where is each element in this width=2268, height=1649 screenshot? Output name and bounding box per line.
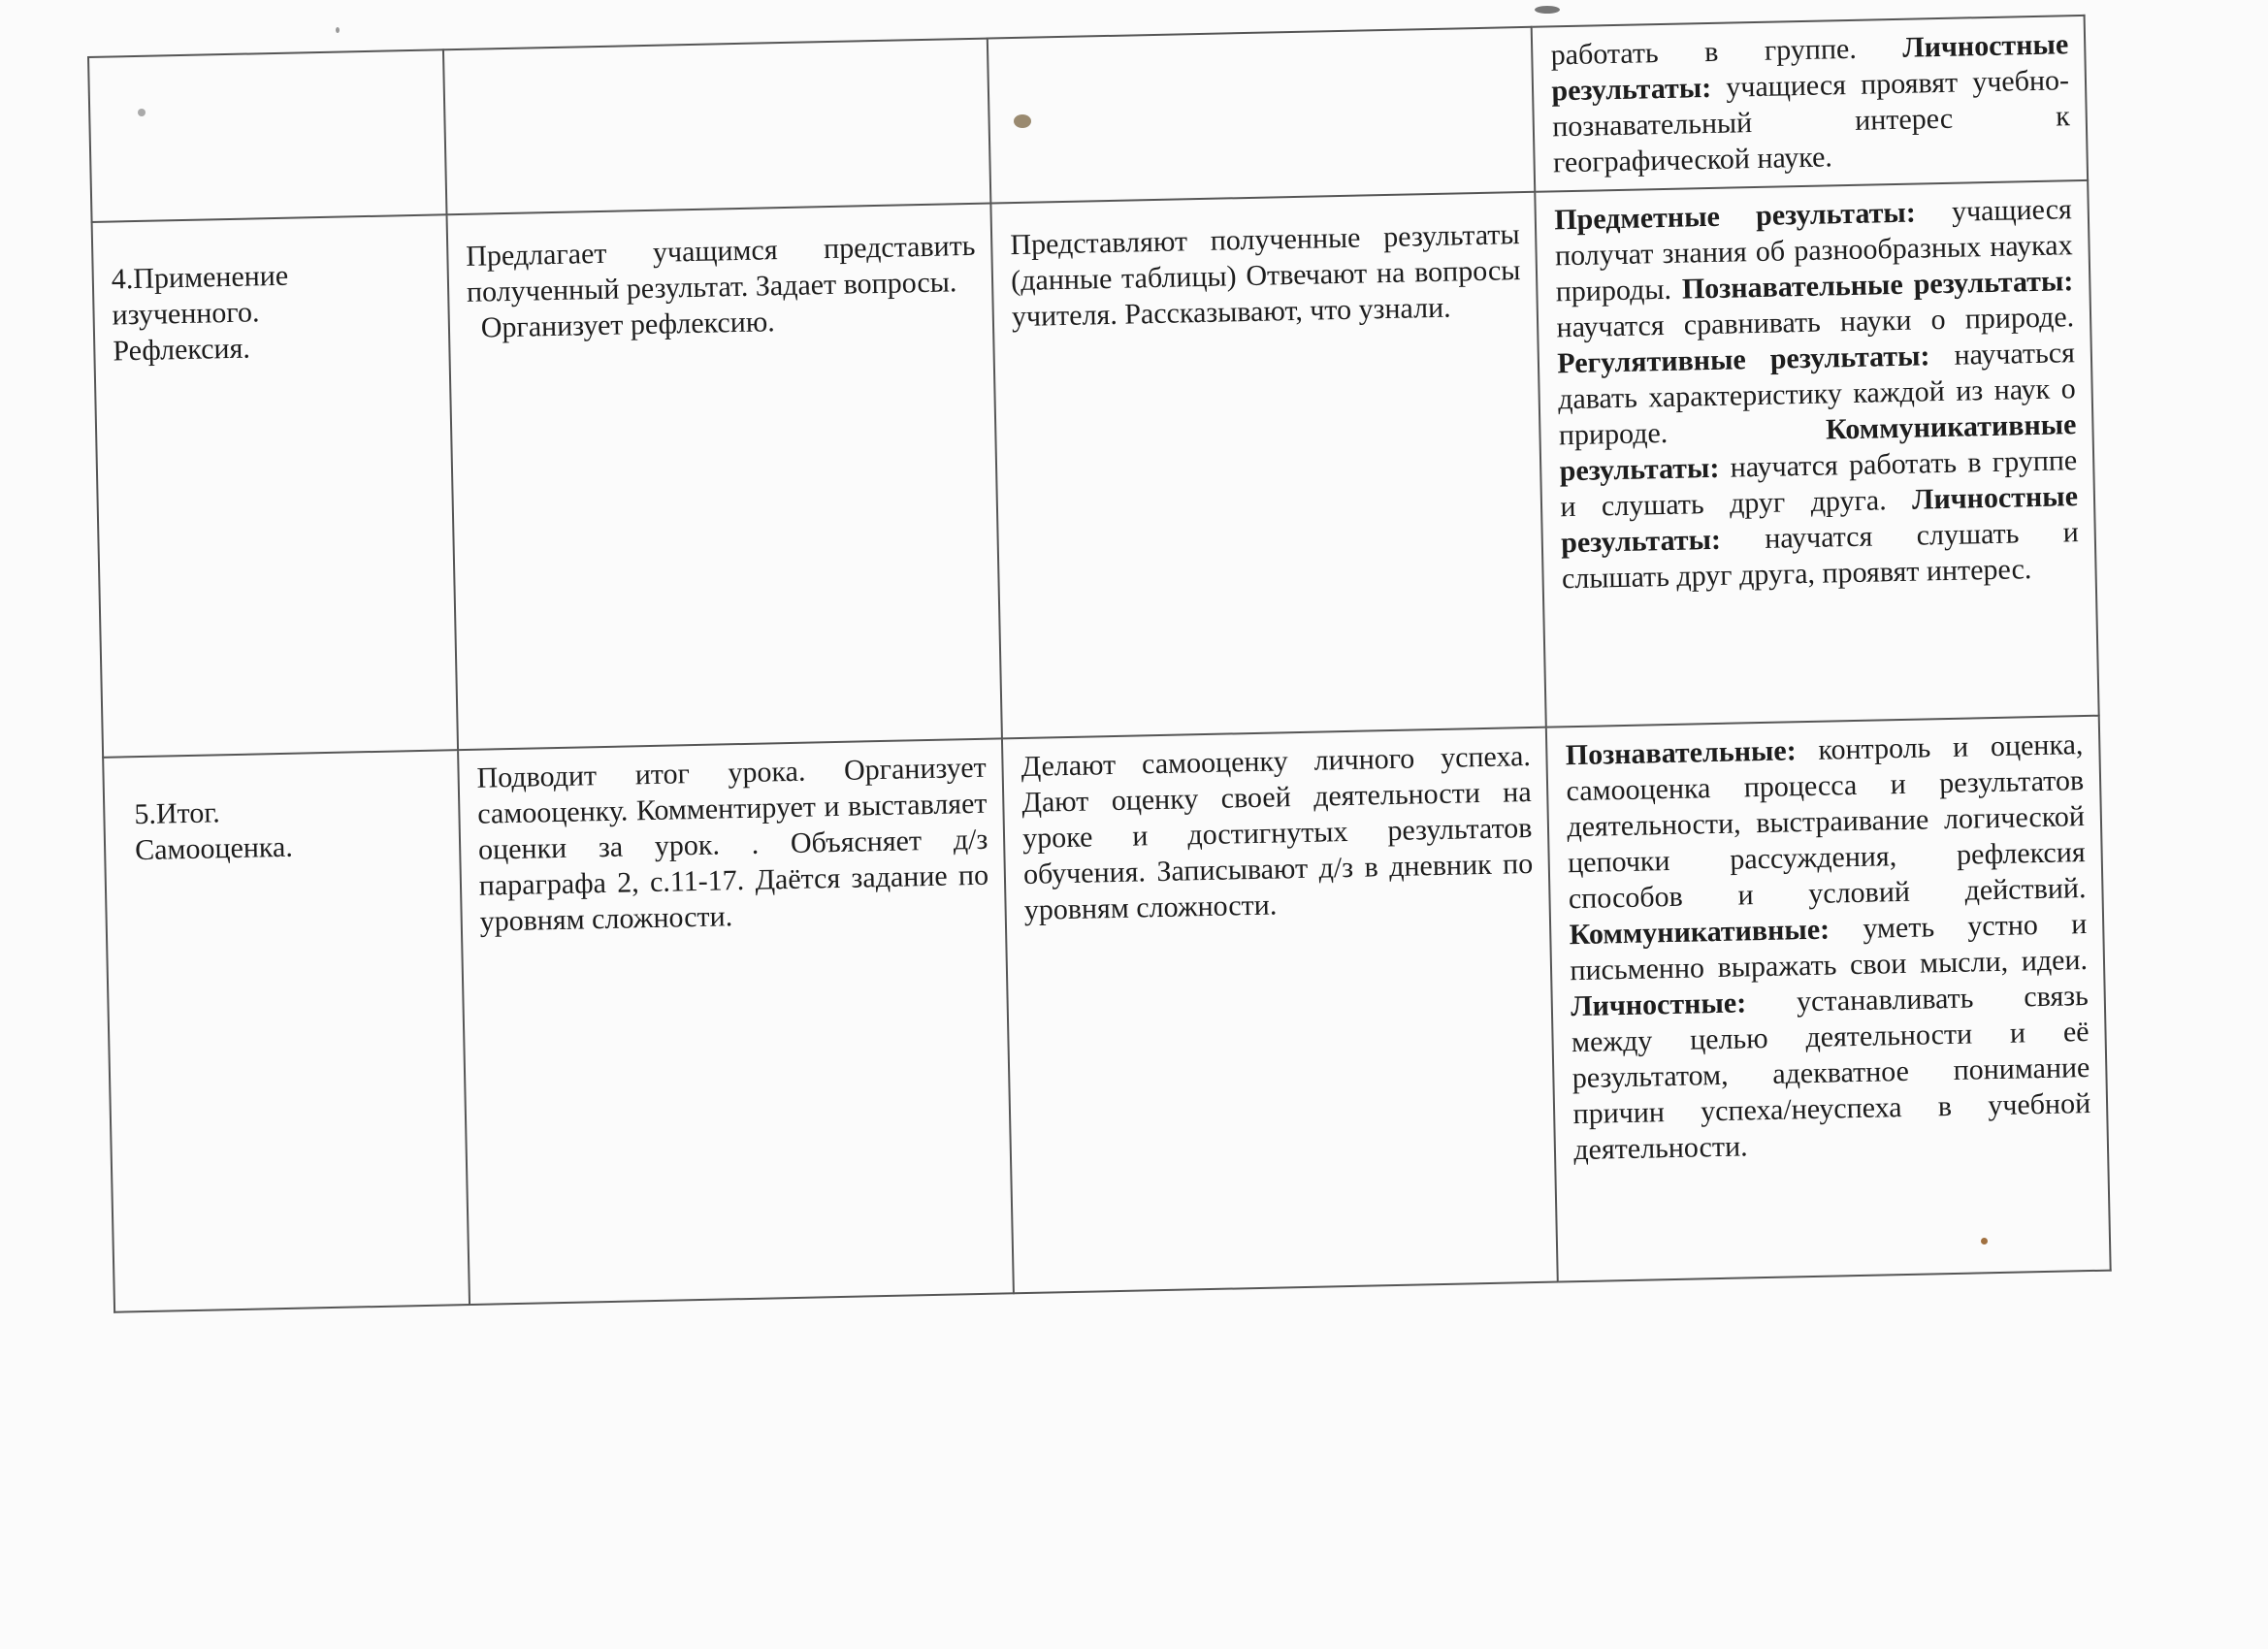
text-run-bold: Личностные: xyxy=(1570,986,1747,1023)
text-run-bold: Личностные результаты: xyxy=(1551,28,2069,108)
text-run-bold: Коммуникативные результаты: xyxy=(1559,408,2077,488)
cell-stage xyxy=(92,214,458,758)
students-text: Представляют полученные результаты (данные таблицы) Отвечают на вопросы учителя. Рассказывают, что узнали. xyxy=(1010,218,1521,334)
text-run: уметь устно и письменно выражать свои мысли, идеи. xyxy=(1570,908,2089,987)
scan-speck xyxy=(138,109,146,116)
teacher-text: Подводит итог урока. Организует самооценку. Комментирует и выставляет оценки за урок. . Объясняет д/з параграфа 2, с.11-17. Даётся задание по уровням сложности. xyxy=(476,751,989,938)
stage-line: Рефлексия. xyxy=(113,332,251,368)
text-run-bold: Познавательные результаты: xyxy=(1681,265,2074,306)
teacher-text: Организует рефлексию. xyxy=(480,306,776,344)
text-run: научаться давать характеристику каждой из наук о природе. xyxy=(1557,337,2076,452)
text-run-bold: Регулятивные результаты: xyxy=(1557,340,1930,380)
stage-line: 5.Итог. xyxy=(134,796,221,831)
table-container xyxy=(87,15,2111,1269)
text-run-bold: Предметные результаты: xyxy=(1553,196,1917,237)
lesson-plan-table xyxy=(87,15,2112,1313)
cell-empty xyxy=(88,49,446,222)
scan-speck xyxy=(1981,1238,1988,1245)
cell-empty xyxy=(988,27,1536,204)
cell-results xyxy=(1536,180,2099,728)
cell-results xyxy=(1546,716,2110,1282)
text-run: учащиеся проявят учебно-познавательный интерес к географической науке. xyxy=(1551,64,2071,179)
teacher-text: Предлагает учащимся представить полученный результат. Задает вопросы. xyxy=(465,229,976,308)
cell-empty xyxy=(443,39,991,215)
text-run: научатся работать в группе и слушать друг друга. xyxy=(1560,444,2078,524)
stage-line: изученного. xyxy=(112,296,260,332)
cell-teacher xyxy=(458,738,1014,1305)
cell-students xyxy=(1002,728,1558,1294)
text-run-bold: Личностные результаты: xyxy=(1560,480,2079,560)
cell-teacher xyxy=(446,204,1002,751)
cell-stage xyxy=(103,750,470,1312)
text-run: устанавливать связь между целью деятельности и её результатом, адекватное понимание причин успеха/неуспеха в учебной деятельности. xyxy=(1571,980,2091,1167)
text-run: контроль и оценка, самооценка процесса и результатов деятельности, выстраивание логической цепочки рассуждения, рефлексия способов и условий действий. xyxy=(1566,728,2087,916)
scan-speck xyxy=(1014,114,1031,128)
text-run-bold: Коммуникативные: xyxy=(1569,913,1831,952)
cell-results xyxy=(1532,16,2088,192)
stage-line: 4.Применение xyxy=(111,259,289,296)
stage-line: Самооценка. xyxy=(134,830,294,867)
text-run: научатся сравнивать науки о природе. xyxy=(1556,301,2075,344)
table-row xyxy=(103,716,2111,1312)
cell-students xyxy=(991,192,1547,739)
scan-speck xyxy=(1535,6,1560,14)
text-run: научатся слушать и слышать друг друга, проявят интерес. xyxy=(1561,516,2080,596)
text-run: работать в группе. xyxy=(1550,31,1903,72)
students-text: Делают самооценку личного успеха. Дают оценку своей деятельности на уроке и достигнутых результатов обучения. Записывают д/з в дневник по уровням сложности. xyxy=(1021,740,1534,926)
text-run-bold: Познавательные: xyxy=(1565,734,1797,772)
text-run: учащиеся получат знания об разнообразных науках природы. xyxy=(1554,193,2073,308)
table-row xyxy=(92,180,2099,758)
scan-speck xyxy=(336,27,340,33)
